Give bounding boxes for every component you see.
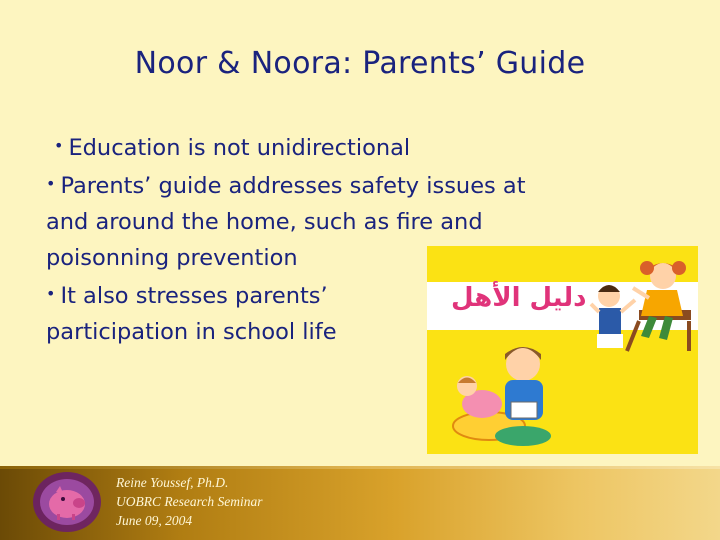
bullet-dot: • (46, 174, 56, 193)
bullet-item: • It also stresses parents’ (46, 283, 328, 309)
boy-figure (591, 285, 635, 348)
footer-shine (0, 466, 720, 469)
parents-guide-cover-image (427, 246, 698, 454)
bullet-item: • Parents’ guide addresses safety issues at (46, 173, 526, 199)
cover-arabic-title: دليل الأهل (451, 283, 587, 313)
girl-figure (627, 261, 691, 351)
bullet-item: • Education is not unidirectional (54, 135, 411, 161)
footer-credits (116, 473, 262, 530)
bullet-continuation: and around the home, such as fire and (46, 209, 483, 235)
bullet-dot: • (54, 136, 64, 155)
footer-author: Reine Youssef, Ph.D. (116, 475, 229, 490)
baby-figure (457, 376, 502, 418)
bullet-continuation: participation in school life (46, 319, 337, 345)
reader-figure (495, 347, 551, 446)
slide-title: Noor & Noora: Parents’ Guide (134, 46, 586, 81)
footer-date: June 09, 2004 (116, 513, 193, 528)
footer-band (0, 466, 720, 540)
children-illustration (427, 246, 698, 454)
footer-event: UOBRC Research Seminar (116, 494, 263, 509)
bullet-dot: • (46, 284, 56, 303)
pig-logo-icon (32, 470, 102, 534)
bullet-continuation: poisonning prevention (46, 245, 298, 271)
